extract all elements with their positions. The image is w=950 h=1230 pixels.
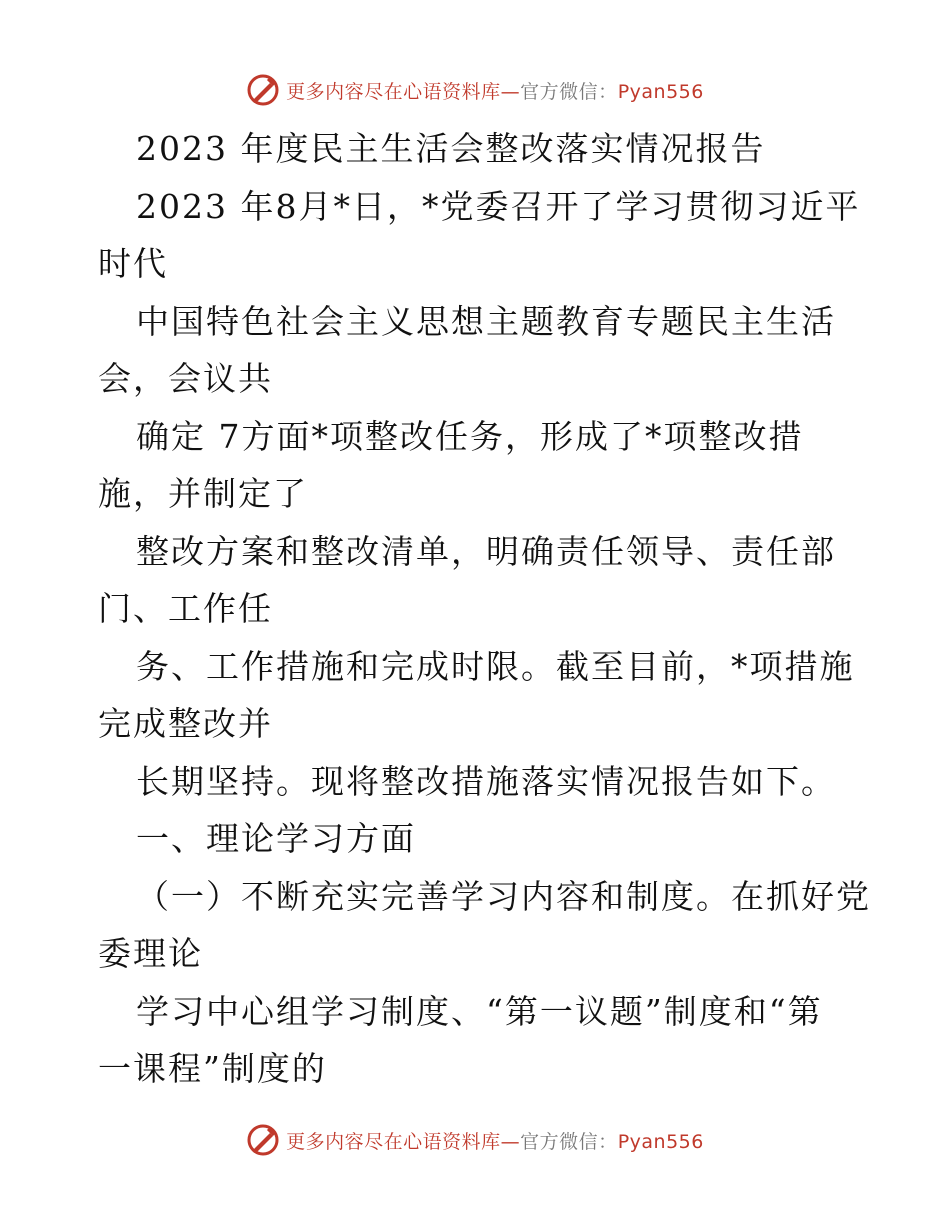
text-line: 确定 7方面*项整改任务，形成了*项整改措 (136, 416, 804, 456)
watermark-separator: — (500, 1130, 521, 1153)
watermark-wechat-id: Pyan556 (617, 80, 704, 103)
footer-watermark (0, 1120, 950, 1160)
text-line: 整改方案和整改清单，明确责任领导、责任部 (136, 531, 836, 571)
text-line: 会，会议共 (98, 359, 273, 398)
quill-logo-icon (246, 73, 280, 107)
text-line: 施，并制定了 (98, 474, 308, 513)
text-line: 门、工作任 (98, 589, 273, 628)
watermark-site-text: 更多内容尽在心语资料库 (286, 80, 501, 103)
quill-logo-icon (246, 1123, 280, 1157)
text-line: （一）不断充实完善学习内容和制度。在抓好党 (136, 876, 871, 916)
text-line: 2023 年度民主生活会整改落实情况报告 (136, 129, 766, 168)
watermark-separator: — (500, 80, 521, 103)
text-line: 中国特色社会主义思想主题教育专题民主生活 (136, 301, 836, 341)
watermark-wechat-label: 官方微信： (520, 80, 618, 103)
text-line: 学习中心组学习制度、“第一议题”制度和“第 (136, 991, 823, 1031)
watermark-wechat-label: 官方微信： (520, 1130, 618, 1153)
text-line: 务、工作措施和完成时限。截至目前，*项措施 (136, 646, 855, 686)
text-line: 时代 (98, 244, 168, 283)
watermark-text (286, 77, 704, 104)
text-line: 一、理论学习方面 (136, 819, 416, 858)
text-line: 长期坚持。现将整改措施落实情况报告如下。 (136, 761, 836, 801)
watermark-wechat-id: Pyan556 (617, 1130, 704, 1153)
header-watermark (0, 70, 950, 110)
document-body (98, 120, 871, 1098)
text-line: 一课程”制度的 (98, 1049, 327, 1088)
text-line: 委理论 (98, 934, 203, 973)
text-line: 完成整改并 (98, 704, 273, 743)
watermark-text (286, 1127, 704, 1154)
text-line: 2023 年8月*日，*党委召开了学习贯彻习近平 (136, 186, 861, 226)
watermark-site-text: 更多内容尽在心语资料库 (286, 1130, 501, 1153)
